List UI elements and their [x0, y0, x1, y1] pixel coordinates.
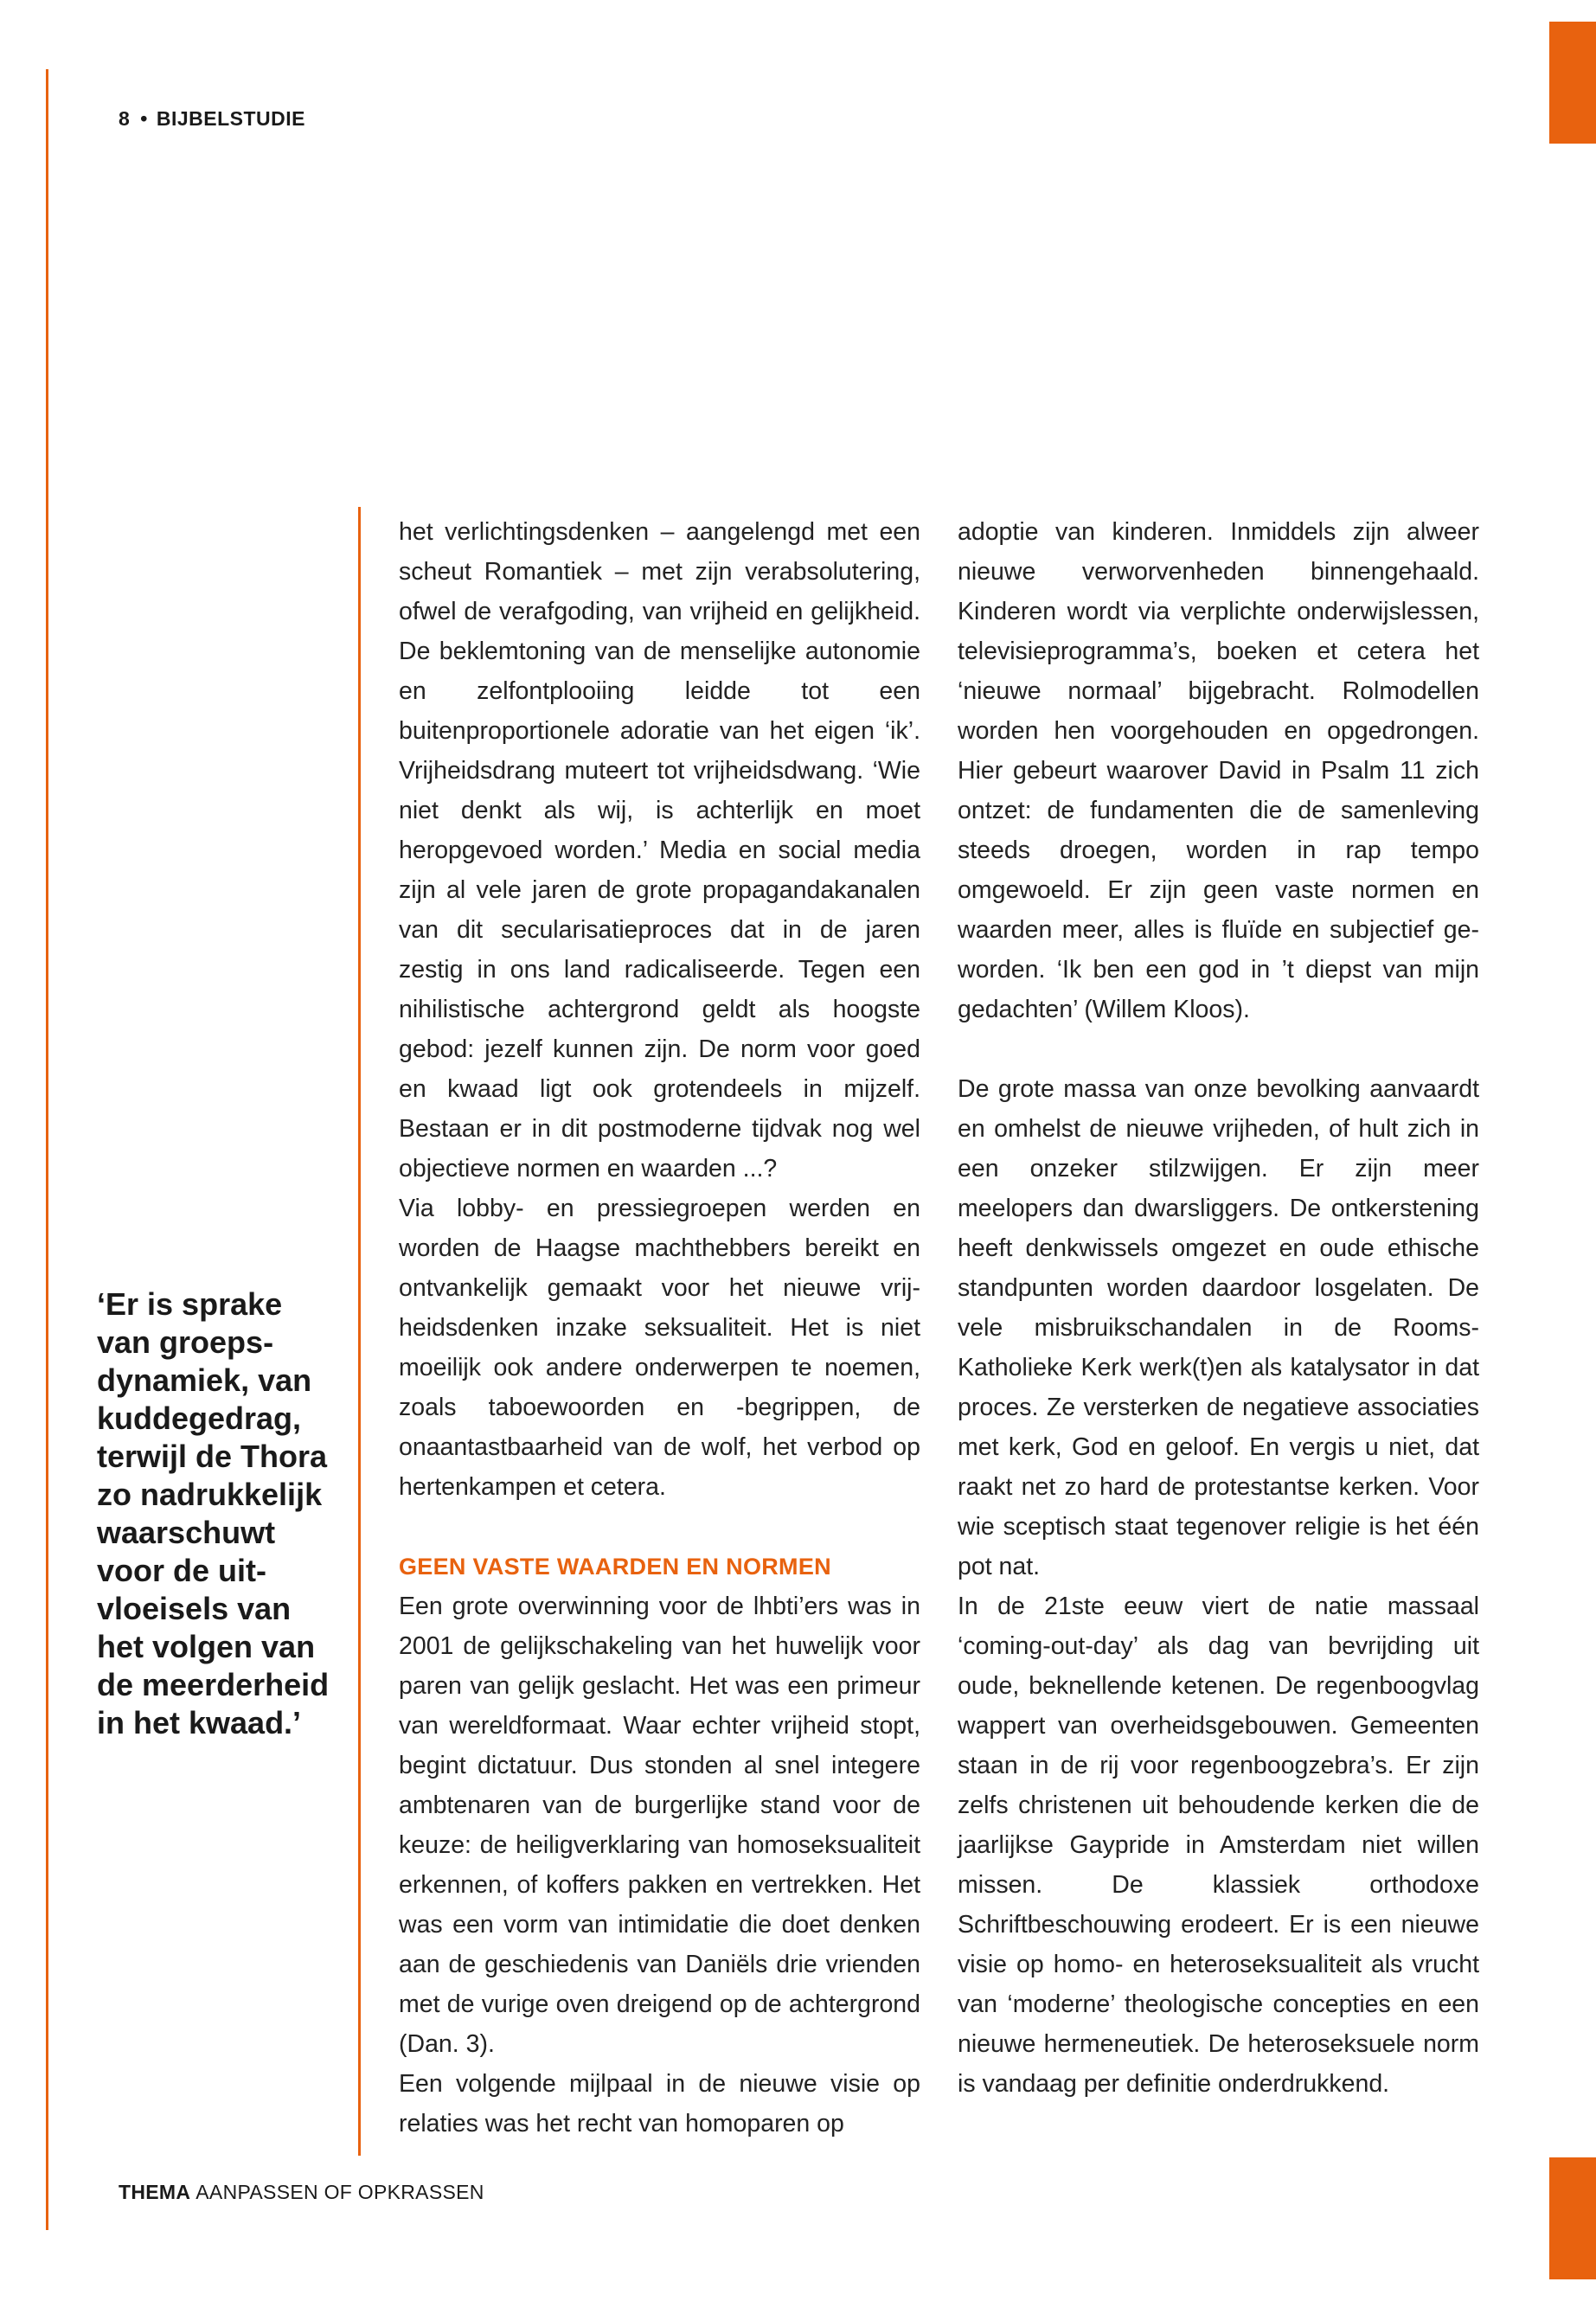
footer: [119, 2181, 484, 2204]
section-heading: GEEN VASTE WAARDEN EN NORMEN: [399, 1554, 831, 1580]
bullet-separator: •: [140, 107, 148, 130]
paragraph: adoptie van kinderen. Inmiddels zijn alweer nieuwe verworvenheden binnengehaald. Kinderen wordt via verplichte onderwijslessen, televisieprogramma’s, boeken et cetera het ‘nieuwe normaal’ bijgebracht. Rolmodellen worden hen voorgehouden en opgedrongen. Hier gebeurt waarover David in Psalm 11 zich ontzet: de fundamenten die de samenleving steeds droegen, worden in rap tempo omgewoeld. Er zijn geen vaste normen en waarden meer, alles is fluïde en subjectief geworden. ‘Ik ben een god in ’t diepst van mijn gedachten’ (Willem Kloos).: [958, 518, 1479, 1023]
article-column-2: [958, 512, 1479, 2104]
paragraph: Een grote overwinning voor de lhbti’ers was in 2001 de gelijkschakeling van het huwelijk voor paren van gelijk geslacht. Het was een primeur van wereldformaat. Waar echter vrijheid stopt, begint dictatuur. Dus stonden al snel integere ambtenaren van de burgerlijke stand voor de keuze: de heiligverklaring van homoseksualiteit erkennen, of koffers pakken en vertrekken. Het was een vorm van intimidatie die doet denken aan de geschiedenis van Daniëls drie vrienden met de vurige oven dreigend op de achtergrond (Dan. 3).: [399, 1593, 920, 2058]
paragraph: Een volgende mijlpaal in de nieuwe visie op relaties was het recht van homoparen op: [399, 2070, 920, 2138]
article-column-1: [399, 512, 920, 2144]
footer-thema-label: THEMA: [119, 2181, 191, 2203]
running-head: [119, 107, 305, 131]
orange-edge-tab-top: [1549, 22, 1596, 144]
orange-edge-tab-bottom: [1549, 2157, 1596, 2279]
pull-quote: ‘Er is sprake van groepsdynamiek, van kuddegedrag, terwijl de Thora zo nadrukkelijk waarschuwt voor de uitvloeisels van het volgen van de meerderheid in het kwaad.’: [97, 1286, 330, 1740]
paragraph: Via lobby- en pressiegroepen werden en worden de Haagse machthebbers bereikt en ontvankelijk gemaakt voor het nieuwe vrijheidsdenken inzake seksualiteit. Het is niet moeilijk ook andere onderwerpen te noemen, zoals taboewoorden en -begrippen, de onaantastbaarheid van de wolf, het verbod op hertenkampen et cetera.: [399, 1195, 920, 1501]
paragraph: De grote massa van onze bevolking aanvaardt en omhelst de nieuwe vrijheden, of hult zich in een onzeker stilzwijgen. Er zijn meer meelopers dan dwarsliggers. De ontkerstening heeft denkwissels omgezet en oude ethische standpunten worden daardoor losgelaten. De vele misbruikschandalen in de Rooms-Katholieke Kerk werk(t)en als katalysator in dat proces. Ze versterken de negatieve associaties met kerk, God en geloof. En vergis u niet, dat raakt net zo hard de protestantse kerken. Voor wie sceptisch staat tegenover religie is het één pot nat.: [958, 1075, 1479, 1580]
footer-thema-title: AANPASSEN OF OPKRASSEN: [195, 2181, 484, 2203]
page-number: 8: [119, 107, 131, 130]
column-rule: [358, 507, 361, 2156]
paragraph: In de 21ste eeuw viert de natie massaal ‘coming-out-day’ als dag van bevrijding uit oude, beknellende ketenen. De regenboogvlag wappert van overheidsgebouwen. Gemeenten staan in de rij voor regenboogzebra’s. Er zijn zelfs christenen uit behoudende kerken die de jaarlijkse Gaypride in Amsterdam niet willen missen. De klassiek orthodoxe Schriftbeschouwing erodeert. Er is een nieuwe visie op homo- en heteroseksualiteit als vrucht van ‘moderne’ theologische concepties en een nieuwe hermeneutiek. De heteroseksuele norm is vandaag per definitie onderdrukkend.: [958, 1593, 1479, 2098]
margin-rule: [46, 69, 48, 2230]
section-label: BIJBELSTUDIE: [156, 107, 305, 130]
paragraph: het verlichtingsdenken – aangelengd met een scheut Romantiek – met zijn verabsolutering, ofwel de verafgoding, van vrijheid en gelijkheid. De beklemtoning van de menselijke autonomie en zelfontplooiing leidde tot een buitenproportionele adoratie van het eigen ‘ik’. Vrijheidsdrang muteert tot vrijheidsdwang. ‘Wie niet denkt als wij, is achterlijk en moet heropgevoed worden.’ Media en social media zijn al vele jaren de grote propagandakanalen van dit secularisatieproces dat in de jaren zestig in ons land radicaliseerde. Tegen een nihilistische achtergrond geldt als hoogste gebod: jezelf kunnen zijn. De norm voor goed en kwaad ligt ook grotendeels in mijzelf. Bestaan er in dit postmoderne tijdvak nog wel objectieve normen en waarden ...?: [399, 518, 920, 1183]
